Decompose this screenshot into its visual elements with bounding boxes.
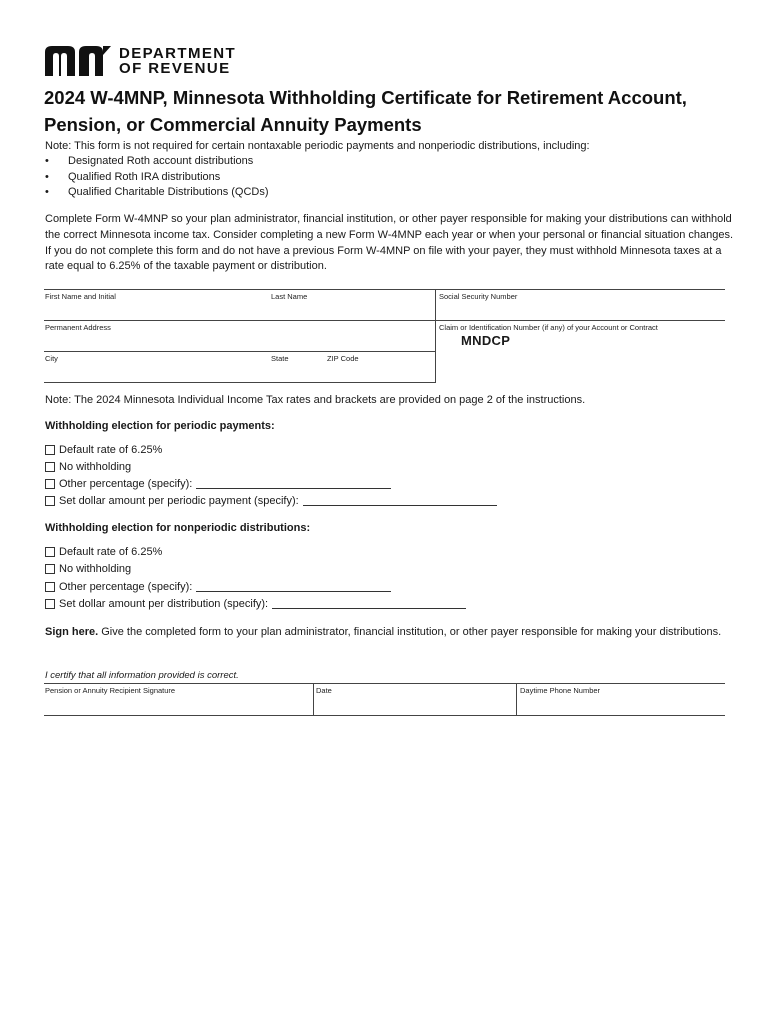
divider (516, 683, 517, 716)
periodic-option-default[interactable] (45, 443, 162, 457)
personal-info-grid (44, 289, 725, 383)
certification-statement: I certify that all information provided is correct. (45, 670, 239, 681)
first-name-label: First Name and Initial (45, 292, 116, 301)
divider (44, 351, 436, 352)
logo-line-1: DEPARTMENT (119, 45, 237, 62)
nonperiodic-option-dollar[interactable] (45, 597, 466, 611)
divider (44, 320, 725, 321)
nonperiodic-option-none[interactable] (45, 562, 131, 576)
option-label: Set dollar amount per distribution (specify): (59, 598, 269, 610)
dollar-entry-line[interactable] (272, 599, 466, 609)
nonperiodic-option-percentage[interactable] (45, 580, 391, 594)
option-label: Default rate of 6.25% (59, 546, 163, 558)
sign-here-lead: Sign here. (45, 626, 99, 638)
divider (44, 683, 725, 684)
rates-note: Note: The 2024 Minnesota Individual Income Tax rates and brackets are provided on page 2 of the instructions. (45, 394, 586, 406)
address-label: Permanent Address (45, 323, 111, 332)
city-label: City (45, 354, 58, 363)
periodic-option-percentage[interactable] (45, 477, 391, 491)
periodic-heading: Withholding election for periodic payments: (45, 420, 275, 432)
option-label: Default rate of 6.25% (59, 444, 163, 456)
checkbox[interactable] (45, 462, 55, 472)
claim-number-value[interactable]: MNDCP (461, 333, 511, 348)
zip-code-label: ZIP Code (327, 354, 359, 363)
percentage-entry-line[interactable] (196, 582, 391, 592)
option-label: No withholding (59, 461, 132, 473)
state-label: State (271, 354, 289, 363)
nonperiodic-option-default[interactable] (45, 545, 162, 559)
sign-instructions (45, 625, 725, 641)
list-item: • Designated Roth account distributions (45, 154, 269, 170)
list-item: • Qualified Roth IRA distributions (45, 170, 269, 186)
signature-label: Pension or Annuity Recipient Signature (45, 686, 176, 695)
claim-number-label: Claim or Identification Number (if any) of your Account or Contract (439, 323, 658, 332)
divider (44, 382, 436, 383)
divider (313, 683, 314, 716)
dollar-entry-line[interactable] (303, 496, 497, 506)
exclusion-list (45, 154, 269, 201)
phone-label: Daytime Phone Number (520, 686, 601, 695)
form-title: 2024 W-4MNP, Minnesota Withholding Certificate for Retirement Account, Pension, or Commercial Annuity Payments (44, 87, 687, 135)
last-name-label: Last Name (271, 292, 308, 301)
checkbox[interactable] (45, 445, 55, 455)
date-label: Date (316, 686, 332, 695)
checkbox[interactable] (45, 599, 55, 609)
signature-grid (44, 683, 725, 716)
checkbox[interactable] (45, 582, 55, 592)
checkbox[interactable] (45, 496, 55, 506)
option-label: No withholding (59, 563, 132, 575)
sign-here-text: Give the completed form to your plan administrator, financial institution, or other payer responsible for making your distributions. (98, 626, 722, 638)
instructions-paragraph: Complete Form W-4MNP so your plan administrator, financial institution, or other payer responsible for making your distributions can withhold the correct Minnesota income tax. Consider completing a new Form W-4MNP each year or when your personal or financial situation changes. If you do not complete this form and do not have a previous Form W-4MNP on file with your payer, they must withhold Minnesota taxes at a rate equal to 6.25% of the taxable payment or distribution. (45, 213, 734, 273)
mn-logo-icon (45, 46, 111, 76)
checkbox[interactable] (45, 479, 55, 489)
checkbox[interactable] (45, 547, 55, 557)
ssn-label: Social Security Number (439, 292, 518, 301)
checkbox[interactable] (45, 564, 55, 574)
intro-note: Note: This form is not required for certain nontaxable periodic payments and nonperiodic distributions, including: (45, 140, 590, 152)
logo-text (119, 46, 236, 76)
option-label: Other percentage (specify): (59, 478, 193, 490)
divider (435, 289, 436, 383)
nonperiodic-heading: Withholding election for nonperiodic distributions: (45, 522, 311, 534)
percentage-entry-line[interactable] (196, 479, 391, 489)
divider (44, 715, 725, 716)
periodic-option-none[interactable] (45, 460, 131, 474)
periodic-option-dollar[interactable] (45, 494, 497, 508)
logo-line-2: OF REVENUE (119, 60, 231, 77)
list-item: • Qualified Charitable Distributions (QCDs) (45, 185, 269, 201)
option-label: Set dollar amount per periodic payment (specify): (59, 495, 299, 507)
option-label: Other percentage (specify): (59, 581, 193, 593)
divider (44, 289, 725, 290)
mn-revenue-logo (45, 45, 236, 77)
